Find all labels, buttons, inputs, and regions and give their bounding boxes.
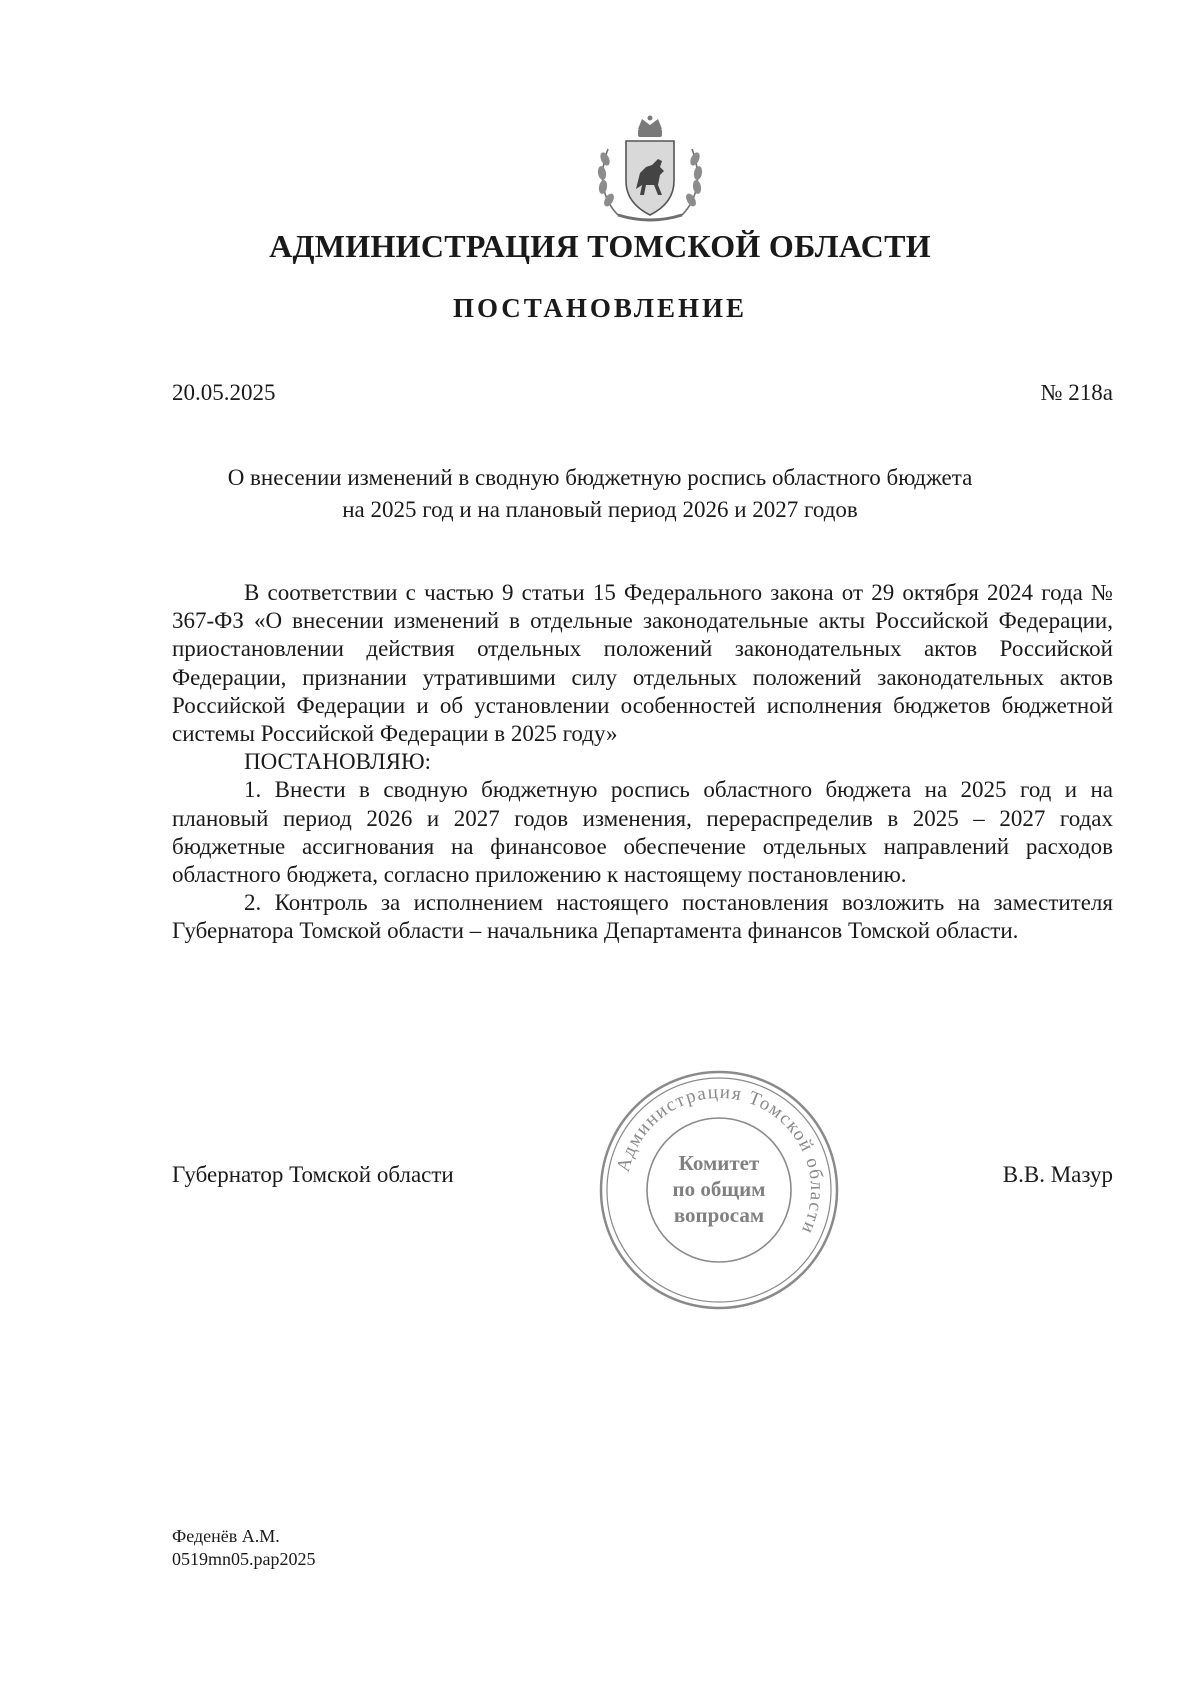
official-seal-stamp — [595, 1066, 843, 1314]
document-subject — [0, 462, 1200, 526]
seal-center-line-3: вопросам — [673, 1203, 765, 1227]
signer-title: Губернатор Томской области — [172, 1162, 454, 1187]
coat-of-arms-emblem — [588, 115, 712, 223]
file-code: 0519mn05.pap2025 — [172, 1549, 316, 1569]
subject-line-2: на 2025 год и на плановый период 2026 и 2027 годов — [342, 497, 858, 522]
document-body — [172, 579, 1113, 946]
subject-line-1: О внесении изменений в сводную бюджетную роспись областного бюджета — [227, 465, 973, 490]
resolve-keyword: ПОСТАНОВЛЯЮ: — [244, 749, 432, 775]
preamble-paragraph: В соответствии с частью 9 статьи 15 Федерального закона от 29 октября 2024 года № 367-ФЗ «О внесении изменений в отдельные законодательные акты Российской Федерации, приостановлении действия отдельных положений законодательных актов Российской Федерации, признании утратившими силу отдельных положений законодательных актов Российской Федерации и об установлении особенностей исполнения бюджетов бюджетной системы Российской Федерации в 2025 году» — [172, 580, 1113, 747]
document-type-heading: ПОСТАНОВЛЕНИЕ — [452, 293, 748, 323]
executor-name: Феденёв А.М. — [172, 1526, 280, 1546]
organization-title: АДМИНИСТРАЦИЯ ТОМСКОЙ ОБЛАСТИ — [269, 228, 931, 264]
executor-footer — [172, 1525, 316, 1571]
item-2-paragraph: 2. Контроль за исполнением настоящего постановления возложить на заместителя Губернатора Томской области – начальника Департамента финансов Томской области. — [172, 890, 1113, 944]
seal-ring-text: Администрация Томской области — [612, 1081, 828, 1238]
document-number: № 218а — [1040, 380, 1113, 405]
seal-center-line-1: Комитет — [678, 1151, 760, 1175]
signer-name: В.В. Мазур — [1002, 1162, 1113, 1187]
item-1-paragraph: 1. Внести в сводную бюджетную роспись областного бюджета на 2025 год и на плановый период 2026 и 2027 годов изменения, перераспределив в 2025 – 2027 годах бюджетные ассигнования на финансовое обеспечение отдельных направлений расходов областного бюджета, согласно приложению к настоящему постановлению. — [172, 777, 1113, 888]
seal-center-line-2: по общим — [672, 1177, 766, 1201]
document-date: 20.05.2025 — [172, 380, 276, 405]
